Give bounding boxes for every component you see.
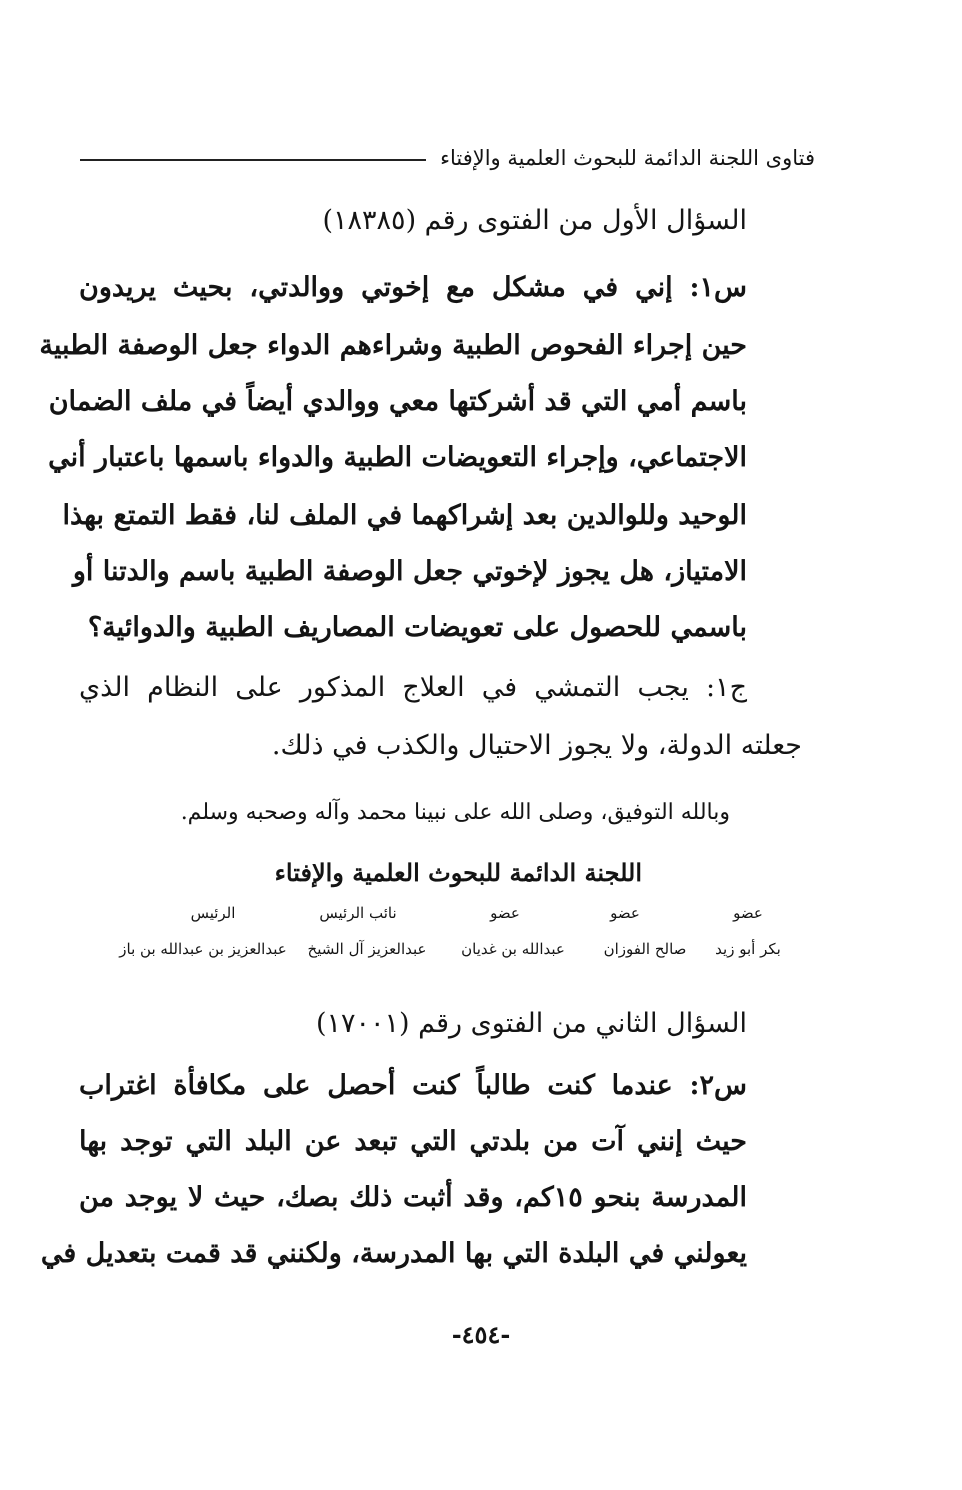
signatory-name: عبدالعزيز آل الشيخ <box>307 940 427 958</box>
closing-formula: وبالله التوفيق، وصلى الله على نبينا محمد وآله وصحبه وسلم. <box>180 800 730 825</box>
question-1-line: الوحيد وللوالدين بعد إشراكهما في الملف لنا، فقط التمتع بهذا <box>62 500 747 531</box>
signatory-role: الرئيس <box>190 904 236 922</box>
signatory-name: عبدالله بن غديان <box>461 940 565 958</box>
signatory-role: نائب الرئيس <box>319 904 397 922</box>
question-1-line: باسم أمي التي قد أشركتها معي ووالدي أيضاً في ملف الضمان <box>48 386 747 417</box>
question-1-line: س١: إني في مشكل مع إخوتي ووالدتي، بحيث يريدون <box>79 272 747 303</box>
signatory-role: عضو <box>733 904 763 922</box>
question-1-line: حين إجراء الفحوص الطبية وشراءهم الدواء جعل الوصفة الطبية <box>39 330 747 361</box>
question-2-line: حيث إنني آت من بلدتي التي تبعد عن البلد التي توجد بها <box>79 1126 747 1157</box>
header-title: فتاوى اللجنة الدائمة للبحوث العلمية والإفتاء <box>440 146 815 170</box>
signatory-names <box>95 940 795 964</box>
signatory-role: عضو <box>490 904 520 922</box>
signatory-name: عبدالعزيز بن عبدالله بن باز <box>119 940 287 958</box>
question-1-line: باسمي للحصول على تعويضات المصاريف الطبية والدوائية؟ <box>87 612 747 643</box>
committee-title: اللجنة الدائمة للبحوث العلمية والإفتاء <box>274 858 642 887</box>
question-1-line: الامتياز، هل يجوز لإخوتي جعل الوصفة الطبية باسم والدتنا أو <box>72 556 747 587</box>
signatory-name: صالح الفوزان <box>603 940 687 958</box>
signatory-roles <box>95 904 795 928</box>
signatory-name: بكر أبو زيد <box>715 940 781 958</box>
page-number: -٤٥٤- <box>451 1320 511 1349</box>
question-2-line: المدرسة بنحو ١٥كم، وقد أثبت ذلك بصك، حيث لا يوجد من <box>79 1182 747 1213</box>
answer-1-line: ج١: يجب التمشي في العلاج المذكور على النظام الذي <box>79 672 747 703</box>
running-header <box>80 138 815 178</box>
signatory-role: عضو <box>610 904 640 922</box>
question-2-line: يعولني في البلدة التي بها المدرسة، ولكنني قد قمت بتعديل في <box>40 1238 747 1269</box>
question-1-heading: السؤال الأول من الفتوى رقم (١٨٣٨٥) <box>322 205 747 236</box>
header-rule <box>80 159 426 161</box>
question-2-heading: السؤال الثاني من الفتوى رقم (١٧٠٠١) <box>315 1008 747 1039</box>
question-2-line: س٢: عندما كنت طالباً كنت أحصل على مكافأة اغتراب <box>79 1070 747 1101</box>
question-1-line: الاجتماعي، وإجراء التعويضات الطبية والدواء باسمها باعتبار أني <box>48 442 747 473</box>
answer-1-line: جعلته الدولة، ولا يجوز الاحتيال والكذب في ذلك. <box>271 730 802 761</box>
